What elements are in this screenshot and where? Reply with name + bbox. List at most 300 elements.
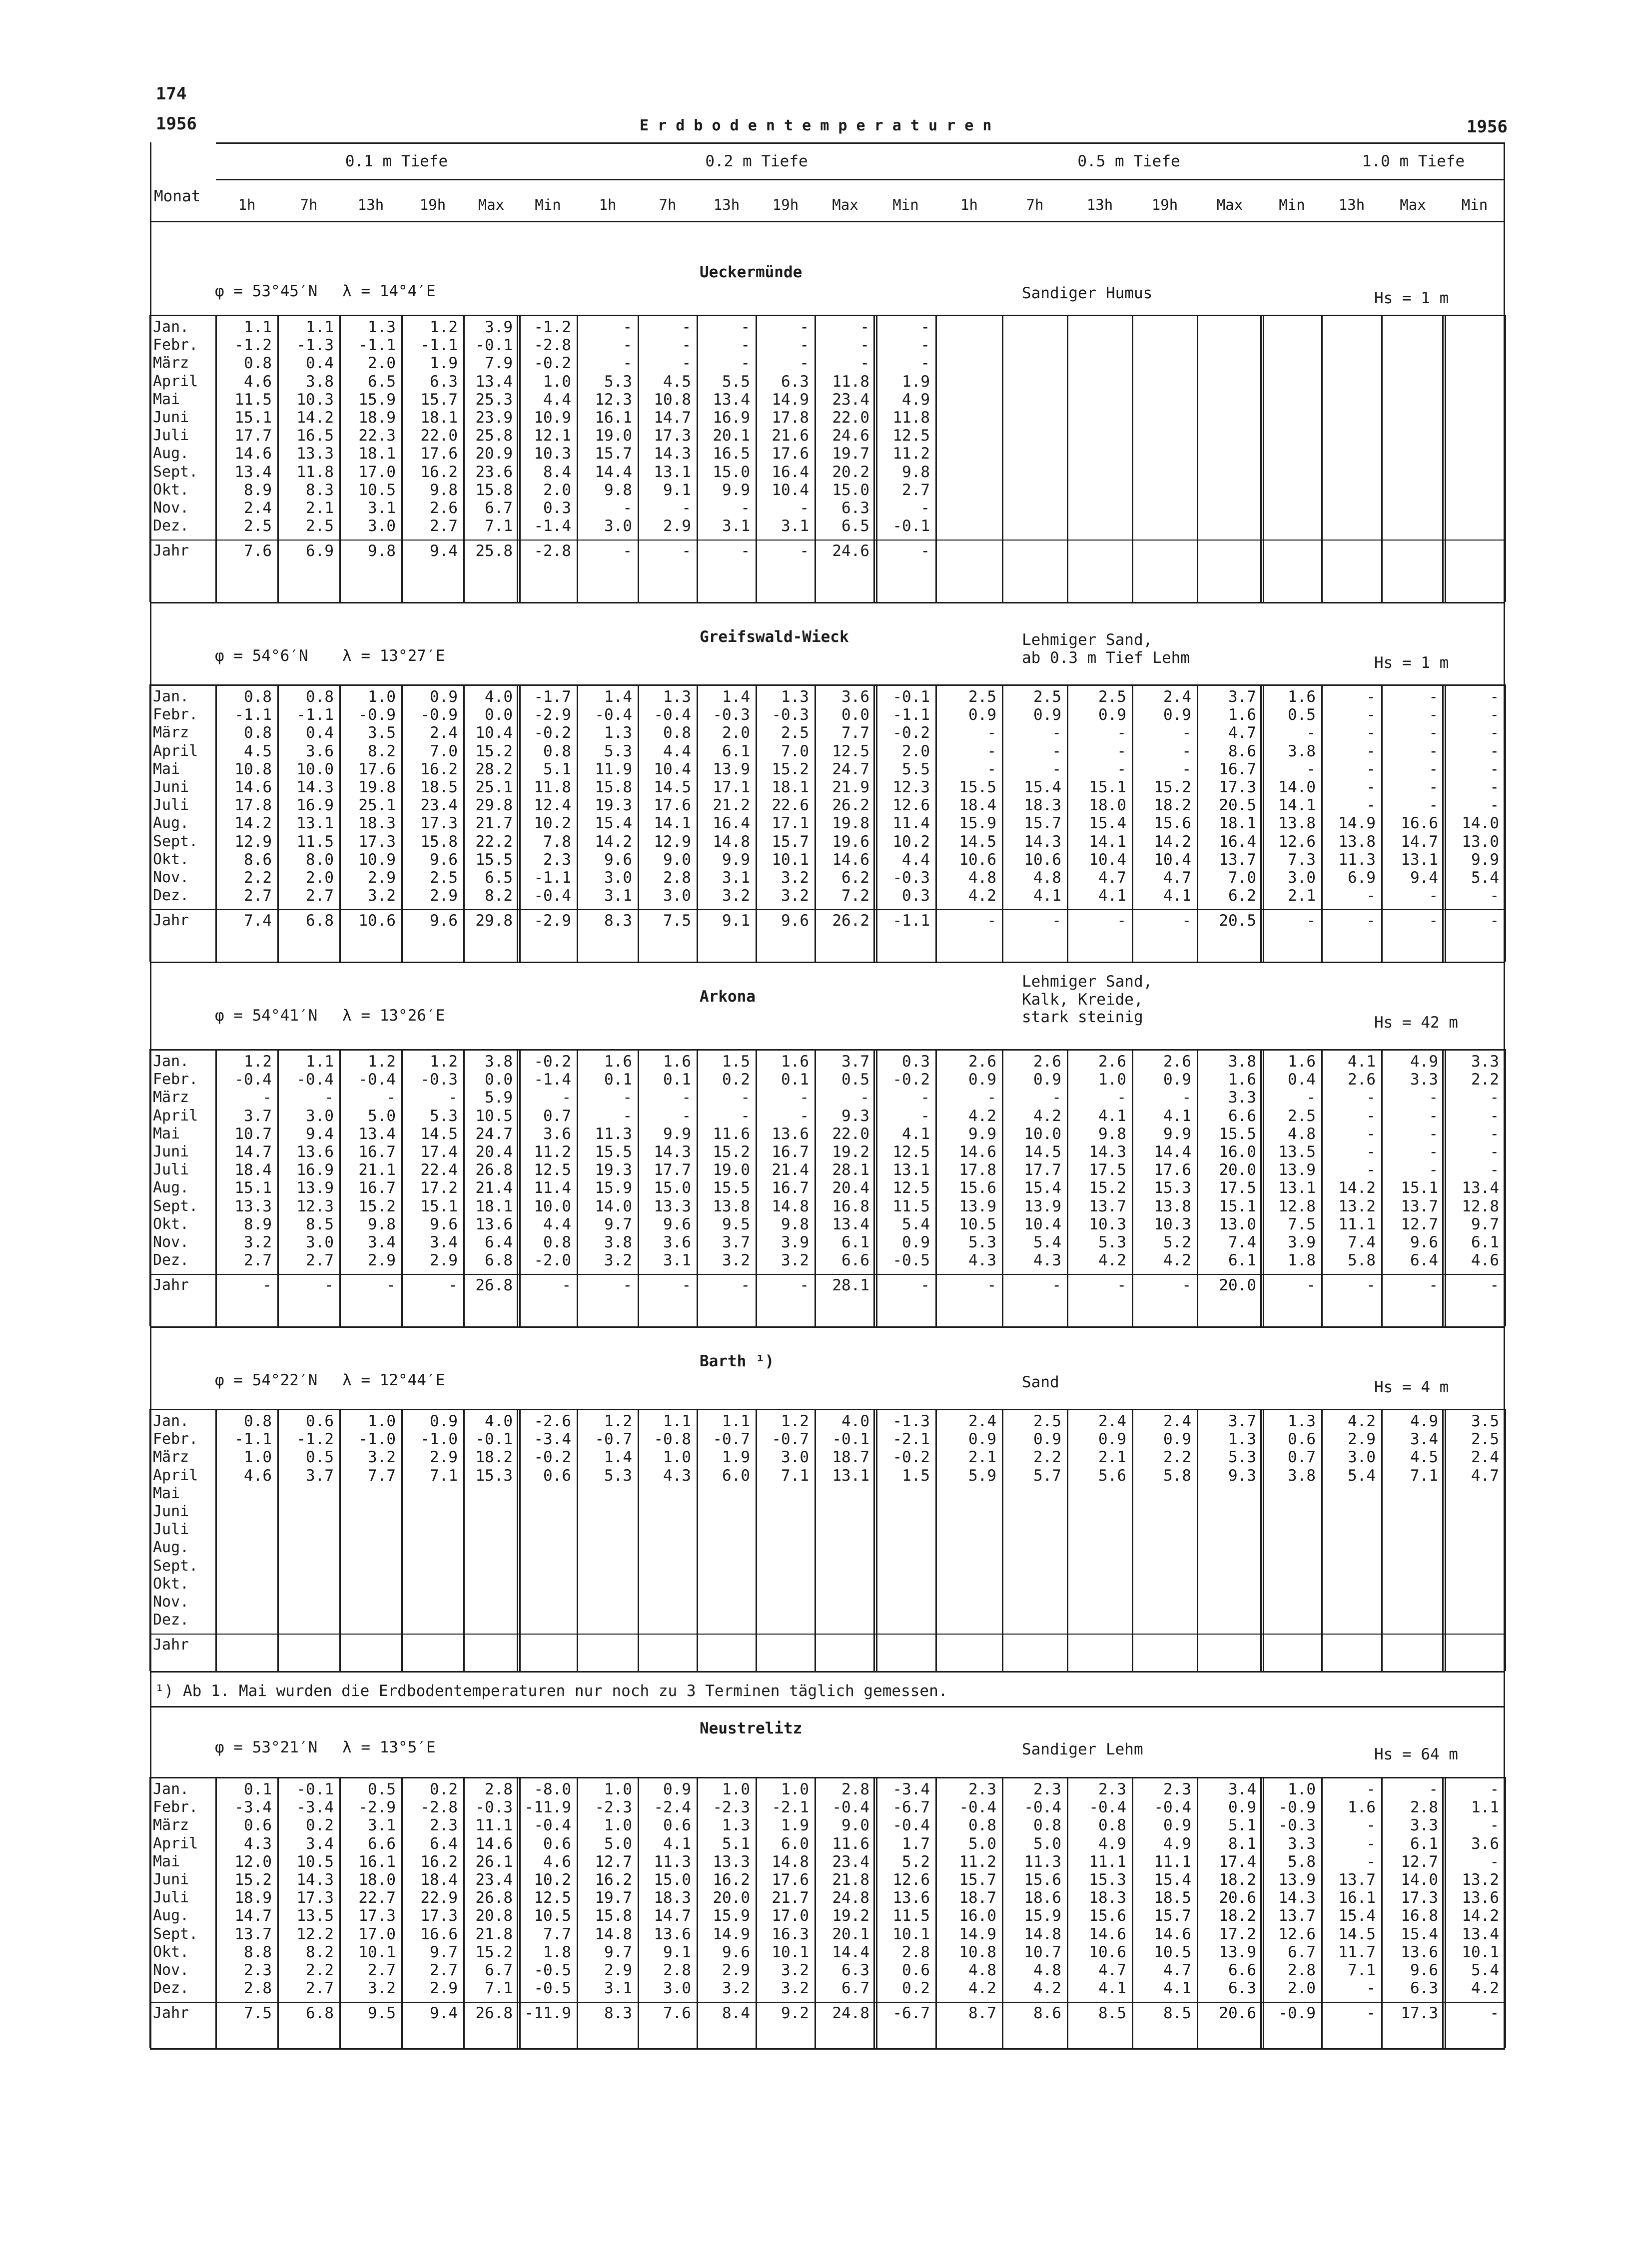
station-name: Greifswald-Wieck — [700, 628, 849, 646]
table-cell: 15.1 — [1219, 1197, 1256, 1215]
table-cell: 24.7 — [475, 1125, 513, 1143]
table-cell: 16.6 — [1401, 814, 1438, 833]
table-cell: 8.5 — [1098, 2004, 1126, 2023]
table-cell: 2.7 — [430, 517, 458, 536]
table-cell: 5.8 — [1288, 1852, 1316, 1871]
table-cell: 2.5 — [1033, 1412, 1061, 1430]
table-cell: -0.3 — [713, 706, 750, 724]
table-cell: - — [800, 354, 809, 373]
table-cell: 2.4 — [968, 1412, 996, 1430]
table-cell: 10.3 — [534, 445, 571, 463]
column-header: 13h — [713, 196, 740, 213]
table-cell: 8.2 — [306, 1943, 334, 1961]
table-cell: - — [1490, 796, 1499, 815]
table-cell: 6.5 — [485, 869, 513, 887]
table-cell: 13.7 — [1401, 1197, 1438, 1215]
table-cell: 21.7 — [772, 1889, 809, 1907]
year-right: 1956 — [1467, 117, 1508, 137]
table-cell: 1.6 — [781, 1053, 809, 1071]
table-cell: - — [623, 499, 632, 517]
table-cell: 9.8 — [368, 542, 396, 561]
table-cell: 10.8 — [234, 760, 272, 778]
table-cell: 4.7 — [1471, 1466, 1499, 1485]
table-cell: 10.1 — [772, 1943, 809, 1961]
table-cell: 17.4 — [420, 1143, 458, 1161]
table-cell: - — [623, 336, 632, 355]
table-cell: 8.9 — [244, 1215, 272, 1233]
table-cell: -1.2 — [534, 318, 571, 336]
table-cell: - — [386, 1089, 396, 1107]
table-cell: - — [860, 1089, 869, 1107]
table-cell: 20.4 — [832, 1179, 869, 1197]
table-cell: 17.3 — [654, 427, 691, 445]
depth-group-header: 0.5 m Tiefe — [1077, 152, 1180, 170]
table-cell: 13.6 — [892, 1889, 930, 1907]
table-cell: -1.4 — [534, 1071, 571, 1089]
table-cell: 16.4 — [772, 463, 809, 481]
table-cell: 15.2 — [772, 760, 809, 778]
table-cell: 9.6 — [430, 1215, 458, 1233]
table-cell: 14.2 — [1154, 832, 1191, 851]
table-cell: -1.7 — [534, 688, 571, 706]
table-cell: 11.1 — [1089, 1852, 1126, 1871]
table-cell: 3.0 — [306, 1107, 334, 1125]
table-cell: 19.7 — [595, 1889, 632, 1907]
month-label: Aug. — [153, 1907, 189, 1925]
table-cell: 14.0 — [1278, 778, 1316, 796]
month-label: Okt. — [153, 1575, 189, 1593]
table-cell: 9.6 — [604, 850, 632, 869]
table-cell: 15.7 — [420, 390, 458, 409]
table-cell: 3.2 — [244, 1233, 272, 1251]
table-cell: 24.8 — [832, 2004, 869, 2023]
table-cell: -1.1 — [234, 706, 272, 724]
table-cell: 15.0 — [654, 1179, 691, 1197]
table-cell: -0.1 — [296, 1780, 334, 1798]
table-cell: - — [920, 542, 930, 561]
table-cell: 16.7 — [358, 1143, 396, 1161]
table-cell: - — [1366, 2004, 1376, 2023]
table-cell: 5.0 — [604, 1834, 632, 1853]
table-cell: 10.4 — [654, 760, 691, 778]
table-cell: 14.3 — [296, 1871, 334, 1889]
rule-line — [216, 179, 1505, 180]
table-cell: 14.6 — [832, 850, 869, 869]
table-cell: 7.7 — [841, 724, 869, 742]
table-cell: 17.3 — [420, 814, 458, 833]
table-cell: 16.4 — [713, 814, 750, 833]
rule-line — [150, 1777, 1505, 1778]
table-cell: 12.3 — [296, 1197, 334, 1215]
station-name: Neustrelitz — [700, 1719, 803, 1737]
table-cell: 5.2 — [902, 1852, 930, 1871]
table-cell: - — [741, 1276, 750, 1295]
table-cell: 2.9 — [430, 1448, 458, 1467]
table-cell: 18.3 — [654, 1889, 691, 1907]
table-cell: -0.9 — [1278, 2004, 1316, 2023]
table-cell: 15.0 — [713, 463, 750, 481]
table-cell: 14.5 — [654, 778, 691, 796]
table-cell: 3.3 — [1471, 1053, 1499, 1071]
table-cell: 5.3 — [968, 1233, 996, 1251]
table-cell: 11.2 — [959, 1852, 996, 1871]
table-cell: 16.8 — [1401, 1907, 1438, 1925]
table-cell: 14.2 — [1462, 1907, 1499, 1925]
table-cell: 13.7 — [234, 1925, 272, 1943]
month-label: April — [153, 1466, 198, 1484]
table-cell: 14.9 — [959, 1925, 996, 1943]
table-cell: -0.1 — [892, 688, 930, 706]
table-cell: 14.5 — [1024, 1143, 1061, 1161]
table-cell: - — [682, 1276, 691, 1295]
table-cell: 3.0 — [1288, 869, 1316, 887]
table-cell: - — [987, 742, 996, 760]
table-cell: 12.3 — [595, 390, 632, 409]
column-header: 1h — [238, 196, 256, 213]
column-header: 7h — [659, 196, 677, 213]
table-cell: 9.6 — [722, 1943, 750, 1961]
table-cell: - — [1052, 760, 1061, 778]
table-cell: 17.8 — [959, 1161, 996, 1179]
table-cell: 10.0 — [296, 760, 334, 778]
double-column-rule — [873, 1409, 877, 1671]
table-cell: 4.6 — [1471, 1251, 1499, 1270]
table-cell: -2.1 — [772, 1798, 809, 1817]
table-cell: 7.6 — [663, 2004, 691, 2023]
table-cell: 9.4 — [430, 542, 458, 561]
table-cell: - — [1366, 1834, 1376, 1853]
table-cell: 1.2 — [430, 1053, 458, 1071]
month-label: Febr. — [153, 1071, 198, 1089]
table-cell: 9.6 — [781, 912, 809, 930]
table-cell: 18.3 — [358, 814, 396, 833]
table-cell: 9.0 — [841, 1816, 869, 1835]
table-cell: 9.9 — [722, 850, 750, 869]
table-cell: 15.1 — [420, 1197, 458, 1215]
table-cell: - — [1429, 1107, 1438, 1125]
table-cell: -2.9 — [534, 706, 571, 724]
table-cell: 2.6 — [430, 499, 458, 517]
table-cell: 6.3 — [1410, 1979, 1438, 1998]
month-label: März — [153, 1089, 189, 1107]
station-name: Ueckermünde — [700, 263, 803, 281]
table-cell: 16.9 — [713, 409, 750, 427]
table-cell: 3.0 — [663, 887, 691, 905]
table-cell: 17.3 — [358, 1907, 396, 1925]
table-cell: - — [1366, 688, 1376, 706]
table-cell: 10.7 — [1024, 1943, 1061, 1961]
table-cell: 14.5 — [1338, 1925, 1376, 1943]
rule-line — [150, 2048, 1505, 2050]
table-cell: 3.9 — [1288, 1233, 1316, 1251]
table-cell: 20.6 — [1219, 1889, 1256, 1907]
table-cell: 15.1 — [1401, 1179, 1438, 1197]
table-cell: 15.5 — [595, 1143, 632, 1161]
table-cell: -2.8 — [534, 336, 571, 355]
table-cell: - — [623, 1107, 632, 1125]
table-cell: 16.6 — [420, 1925, 458, 1943]
table-cell: -2.8 — [420, 1798, 458, 1817]
table-cell: 10.6 — [358, 912, 396, 930]
table-cell: 0.9 — [968, 1071, 996, 1089]
month-label: Nov. — [153, 499, 189, 517]
table-cell: 12.7 — [1401, 1215, 1438, 1233]
table-cell: 2.1 — [306, 499, 334, 517]
table-cell: 19.0 — [713, 1161, 750, 1179]
rule-line — [150, 602, 1505, 603]
table-cell: 3.6 — [841, 688, 869, 706]
table-cell: - — [800, 542, 809, 561]
table-cell: -11.9 — [524, 2004, 571, 2023]
table-cell: 10.3 — [1154, 1215, 1191, 1233]
month-label: Jan. — [153, 688, 189, 705]
double-column-rule — [517, 1409, 521, 1671]
table-cell: 1.1 — [306, 1053, 334, 1071]
table-cell: 18.1 — [358, 445, 396, 463]
table-cell: 5.8 — [1163, 1466, 1191, 1485]
table-cell: 6.3 — [841, 1961, 869, 1979]
table-cell: 16.0 — [959, 1907, 996, 1925]
table-cell: 3.2 — [722, 887, 750, 905]
table-cell: 7.3 — [1288, 850, 1316, 869]
table-cell: 10.5 — [1154, 1943, 1191, 1961]
table-cell: - — [1052, 1276, 1061, 1295]
table-cell: 10.3 — [1089, 1215, 1126, 1233]
table-cell: 14.2 — [595, 832, 632, 851]
table-cell: 13.1 — [654, 463, 691, 481]
table-cell: - — [860, 336, 869, 355]
table-cell: 5.0 — [368, 1107, 396, 1125]
table-cell: 13.3 — [654, 1197, 691, 1215]
table-cell: 0.9 — [1163, 1430, 1191, 1449]
table-cell: 3.0 — [781, 1448, 809, 1467]
table-cell: 1.6 — [663, 1053, 691, 1071]
table-cell: 5.5 — [722, 372, 750, 391]
table-cell: 13.4 — [475, 372, 513, 391]
table-cell: 2.7 — [430, 1961, 458, 1979]
table-cell: 0.2 — [430, 1780, 458, 1798]
table-cell: 9.6 — [430, 912, 458, 930]
table-cell: 15.2 — [713, 1143, 750, 1161]
table-cell: -1.0 — [358, 1430, 396, 1449]
table-cell: -2.9 — [534, 912, 571, 930]
table-cell: 17.4 — [1219, 1852, 1256, 1871]
table-cell: 15.7 — [772, 832, 809, 851]
column-rule — [935, 315, 937, 602]
table-cell: 14.8 — [595, 1925, 632, 1943]
table-cell: 18.4 — [959, 796, 996, 815]
table-cell: 18.3 — [1024, 796, 1061, 815]
table-cell: 15.1 — [234, 409, 272, 427]
table-cell: 4.5 — [663, 372, 691, 391]
month-label: März — [153, 1816, 189, 1834]
table-cell: 18.2 — [1219, 1907, 1256, 1925]
table-cell: - — [562, 1089, 571, 1107]
table-cell: 18.7 — [832, 1448, 869, 1467]
table-cell: - — [1490, 1816, 1499, 1835]
table-cell: 9.6 — [430, 850, 458, 869]
month-label: Juni — [153, 1503, 189, 1520]
table-cell: - — [1490, 1276, 1499, 1295]
rule-line — [150, 2002, 1505, 2003]
table-cell: 17.0 — [772, 1907, 809, 1925]
month-label: März — [153, 724, 189, 742]
table-cell: 7.1 — [1410, 1466, 1438, 1485]
table-cell: 3.6 — [306, 742, 334, 760]
table-cell: 2.8 — [902, 1943, 930, 1961]
table-cell: 2.3 — [430, 1816, 458, 1835]
table-cell: - — [1429, 912, 1438, 930]
table-cell: 0.3 — [902, 887, 930, 905]
table-cell: 0.8 — [1033, 1816, 1061, 1835]
table-cell: - — [324, 1089, 334, 1107]
table-cell: - — [623, 1089, 632, 1107]
table-cell: 29.8 — [475, 912, 513, 930]
table-cell: 16.7 — [358, 1179, 396, 1197]
table-cell: 10.4 — [1154, 850, 1191, 869]
table-cell: 0.8 — [244, 1412, 272, 1430]
table-cell: 18.1 — [772, 778, 809, 796]
table-cell: 6.8 — [306, 912, 334, 930]
table-cell: 3.2 — [781, 869, 809, 887]
table-cell: 11.2 — [892, 445, 930, 463]
table-cell: - — [741, 499, 750, 517]
table-cell: 1.9 — [781, 1816, 809, 1835]
table-cell: 23.4 — [420, 796, 458, 815]
table-cell: 2.2 — [1033, 1448, 1061, 1467]
table-cell: 14.9 — [1338, 814, 1376, 833]
table-cell: 13.8 — [713, 1197, 750, 1215]
table-cell: -2.8 — [534, 542, 571, 561]
table-cell: -1.1 — [534, 869, 571, 887]
table-cell: -0.3 — [1278, 1816, 1316, 1835]
table-cell: 13.8 — [1338, 832, 1376, 851]
station-name: Barth ¹) — [700, 1352, 775, 1370]
table-cell: 4.2 — [968, 1107, 996, 1125]
year-left: 1956 — [156, 114, 197, 134]
table-cell: 16.9 — [296, 1161, 334, 1179]
table-cell: 13.6 — [1462, 1889, 1499, 1907]
table-cell: -0.5 — [534, 1979, 571, 1998]
month-label: Jan. — [153, 1412, 189, 1430]
table-cell: -0.4 — [595, 706, 632, 724]
table-cell: 14.8 — [772, 1197, 809, 1215]
table-cell: -0.9 — [420, 706, 458, 724]
table-cell: 5.5 — [902, 760, 930, 778]
table-cell: 14.6 — [475, 1834, 513, 1853]
table-cell: - — [920, 318, 930, 336]
table-cell: 4.9 — [1410, 1053, 1438, 1071]
table-cell: 0.2 — [722, 1071, 750, 1089]
table-cell: 1.6 — [1228, 1071, 1256, 1089]
table-cell: 1.5 — [902, 1466, 930, 1485]
table-cell: 15.6 — [1089, 1907, 1126, 1925]
table-cell: 4.1 — [1163, 1107, 1191, 1125]
table-cell: 14.7 — [1401, 832, 1438, 851]
table-cell: 11.8 — [534, 778, 571, 796]
table-cell: 26.1 — [475, 1852, 513, 1871]
table-cell: 0.8 — [1098, 1816, 1126, 1835]
table-cell: 19.8 — [832, 814, 869, 833]
table-cell: 2.0 — [543, 481, 571, 499]
table-cell: 13.4 — [358, 1125, 396, 1143]
table-cell: 12.0 — [234, 1852, 272, 1871]
table-cell: 9.9 — [1471, 850, 1499, 869]
table-cell: 17.3 — [1401, 1889, 1438, 1907]
table-cell: - — [1182, 760, 1191, 778]
table-cell: 9.1 — [663, 481, 691, 499]
table-cell: 0.9 — [1163, 1071, 1191, 1089]
table-cell: 6.7 — [485, 499, 513, 517]
table-cell: 6.5 — [368, 372, 396, 391]
table-cell: 14.2 — [234, 814, 272, 833]
table-cell: 25.1 — [358, 796, 396, 815]
table-cell: -1.1 — [420, 336, 458, 355]
table-cell: 3.8 — [1288, 742, 1316, 760]
table-cell: 18.5 — [1154, 1889, 1191, 1907]
table-cell: 15.8 — [595, 1907, 632, 1925]
table-cell: 8.2 — [485, 887, 513, 905]
month-label: Okt. — [153, 850, 189, 868]
station-height: Hs = 1 m — [1374, 289, 1449, 307]
table-cell: - — [987, 760, 996, 778]
table-cell: 12.6 — [1278, 1925, 1316, 1943]
rule-line — [150, 1409, 1505, 1410]
month-label: Okt. — [153, 481, 189, 499]
table-cell: 10.9 — [358, 850, 396, 869]
month-label: Jan. — [153, 1053, 189, 1070]
table-cell: 12.5 — [892, 427, 930, 445]
table-cell: 15.9 — [595, 1179, 632, 1197]
table-cell: 1.3 — [368, 318, 396, 336]
table-cell: 18.2 — [475, 1448, 513, 1467]
table-cell: 6.3 — [841, 499, 869, 517]
table-cell: 26.8 — [475, 1276, 513, 1295]
table-cell: - — [987, 912, 996, 930]
table-cell: 11.9 — [595, 760, 632, 778]
table-cell: 15.2 — [358, 1197, 396, 1215]
month-label: Okt. — [153, 1943, 189, 1961]
table-cell: 13.9 — [1278, 1871, 1316, 1889]
table-cell: 23.4 — [832, 1852, 869, 1871]
table-cell: - — [1052, 742, 1061, 760]
table-cell: 14.7 — [654, 1907, 691, 1925]
table-cell: 6.3 — [1228, 1979, 1256, 1998]
table-cell: 21.2 — [713, 796, 750, 815]
table-cell: 17.6 — [358, 760, 396, 778]
table-cell: - — [1490, 2004, 1499, 2023]
table-cell: -1.2 — [296, 1430, 334, 1449]
table-cell: 14.4 — [832, 1943, 869, 1961]
table-cell: 18.9 — [234, 1889, 272, 1907]
table-cell: 3.0 — [306, 1233, 334, 1251]
month-label: Juli — [153, 427, 189, 445]
table-cell: 1.9 — [902, 372, 930, 391]
table-cell: 26.8 — [475, 1889, 513, 1907]
table-cell: -2.1 — [892, 1430, 930, 1449]
table-cell: - — [800, 318, 809, 336]
column-rule — [638, 1409, 639, 1671]
table-cell: -3.4 — [892, 1780, 930, 1798]
table-cell: 9.7 — [604, 1943, 632, 1961]
table-cell: 9.8 — [430, 481, 458, 499]
table-cell: 7.4 — [1348, 1233, 1376, 1251]
rule-line — [150, 684, 1505, 686]
table-cell: 15.7 — [1154, 1907, 1191, 1925]
table-cell: 2.5 — [1288, 1107, 1316, 1125]
table-cell: 2.7 — [244, 1251, 272, 1270]
table-cell: 4.1 — [1098, 1979, 1126, 1998]
